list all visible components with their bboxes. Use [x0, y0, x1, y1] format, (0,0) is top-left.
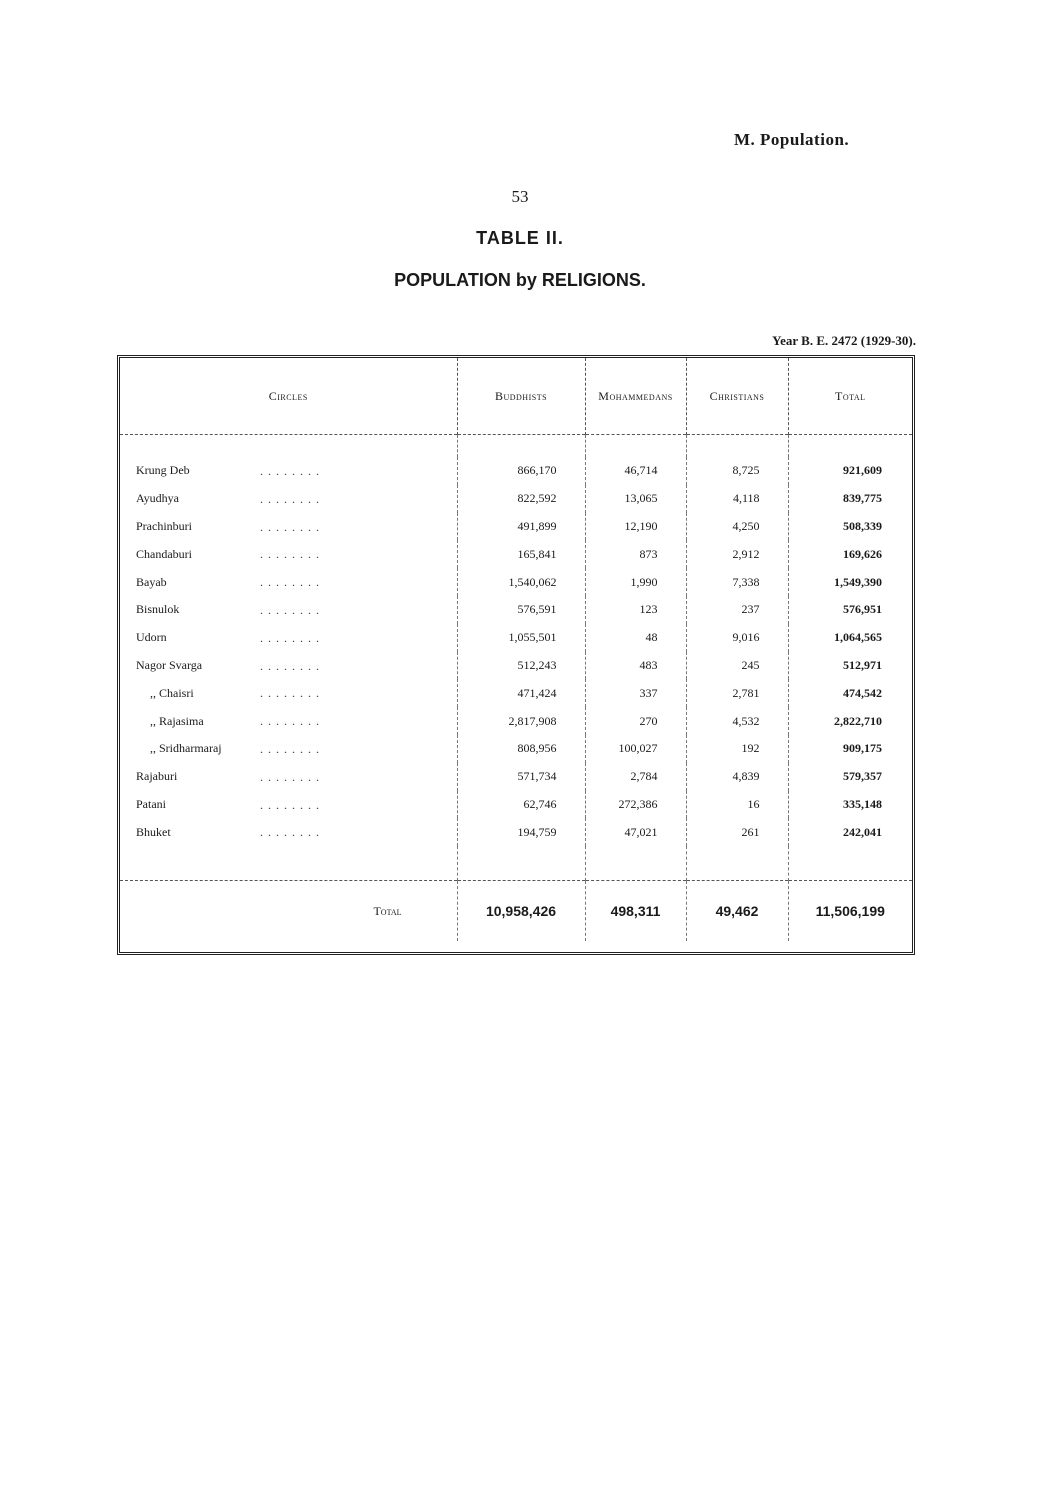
mohammedans-value: 123 [585, 596, 686, 624]
christians-value: 8,725 [686, 457, 788, 485]
buddhists-value: 1,055,501 [457, 624, 585, 652]
mohammedans-value: 46,714 [585, 457, 686, 485]
table-row [120, 540, 912, 568]
christians-value: 16 [686, 791, 788, 819]
total-value: 169,626 [843, 546, 882, 561]
christians-value: 7,338 [686, 568, 788, 596]
circle-name: Bhuket . . . . . . . . [120, 818, 457, 846]
table-row [120, 791, 912, 819]
mohammedans-value: 100,027 [585, 735, 686, 763]
total-value: 1,064,565 [834, 630, 882, 645]
table-row [120, 818, 912, 846]
table-row [120, 513, 912, 541]
table-row [120, 763, 912, 791]
totals-buddhists: 10,958,426 [457, 881, 585, 942]
total-value: 921,609 [843, 463, 882, 478]
page-number: 53 [511, 187, 529, 206]
circle-name: Udorn . . . . . . . . [120, 624, 457, 652]
total-value: 839,775 [843, 491, 882, 506]
buddhists-value: 2,817,908 [457, 707, 585, 735]
christians-value: 4,532 [686, 707, 788, 735]
mohammedans-value: 483 [585, 652, 686, 680]
total-value: 508,339 [843, 518, 882, 533]
buddhists-value: 165,841 [457, 540, 585, 568]
circle-name: Chandaburi . . . . . . . . [120, 540, 457, 568]
christians-value: 4,250 [686, 513, 788, 541]
christians-value: 4,118 [686, 485, 788, 513]
total-value: 1,549,390 [834, 574, 882, 589]
christians-value: 245 [686, 652, 788, 680]
totals-row [120, 881, 912, 942]
table-subtitle: POPULATION by RELIGIONS. [394, 270, 646, 290]
buddhists-value: 866,170 [457, 457, 585, 485]
total-value: 576,951 [843, 602, 882, 617]
christians-value: 4,839 [686, 763, 788, 791]
mohammedans-value: 873 [585, 540, 686, 568]
buddhists-value: 571,734 [457, 763, 585, 791]
col-header-circles: Circles [120, 358, 457, 435]
buddhists-value: 62,746 [457, 791, 585, 819]
circle-name: Patani . . . . . . . . [120, 791, 457, 819]
buddhists-value: 576,591 [457, 596, 585, 624]
population-table [117, 355, 915, 955]
col-header-total: Total [834, 388, 866, 403]
buddhists-value: 822,592 [457, 485, 585, 513]
buddhists-value: 491,899 [457, 513, 585, 541]
mohammedans-value: 1,990 [585, 568, 686, 596]
christians-value: 192 [686, 735, 788, 763]
mohammedans-value: 337 [585, 679, 686, 707]
total-value: 909,175 [843, 741, 882, 756]
christians-value: 237 [686, 596, 788, 624]
buddhists-value: 471,424 [457, 679, 585, 707]
total-value: 579,357 [843, 769, 882, 784]
circle-name: Krung Deb . . . . . . . . [120, 457, 457, 485]
col-header-buddhists: Buddhists [457, 358, 585, 435]
christians-value: 2,781 [686, 679, 788, 707]
table-row [120, 707, 912, 735]
col-header-christians: Christians [686, 358, 788, 435]
col-header-mohammedans: Mohammedans [585, 358, 686, 435]
totals-total: 11,506,199 [815, 903, 885, 920]
table-row [120, 596, 912, 624]
mohammedans-value: 48 [585, 624, 686, 652]
buddhists-value: 1,540,062 [457, 568, 585, 596]
mohammedans-value: 47,021 [585, 818, 686, 846]
total-value: 474,542 [843, 685, 882, 700]
circle-name: Nagor Svarga . . . . . . . . [120, 652, 457, 680]
table-row [120, 457, 912, 485]
mohammedans-value: 13,065 [585, 485, 686, 513]
mohammedans-value: 270 [585, 707, 686, 735]
section-header: M. Population. [734, 130, 850, 149]
circle-name: Ayudhya . . . . . . . . [120, 485, 457, 513]
christians-value: 261 [686, 818, 788, 846]
circle-name: ,, Chaisri . . . . . . . . [120, 679, 457, 707]
mohammedans-value: 2,784 [585, 763, 686, 791]
circle-name: Rajaburi . . . . . . . . [120, 763, 457, 791]
table-row [120, 568, 912, 596]
circle-name: Bisnulok . . . . . . . . [120, 596, 457, 624]
table-title: TABLE II. [476, 228, 564, 248]
table-row [120, 485, 912, 513]
totals-christians: 49,462 [686, 881, 788, 942]
totals-mohammedans: 498,311 [585, 881, 686, 942]
total-value: 2,822,710 [834, 713, 882, 728]
buddhists-value: 808,956 [457, 735, 585, 763]
total-value: 242,041 [843, 824, 882, 839]
total-value: 512,971 [843, 657, 882, 672]
circle-name: ,, Rajasima . . . . . . . . [120, 707, 457, 735]
buddhists-value: 194,759 [457, 818, 585, 846]
christians-value: 2,912 [686, 540, 788, 568]
table-row [120, 735, 912, 763]
mohammedans-value: 272,386 [585, 791, 686, 819]
table-row [120, 679, 912, 707]
circle-name: ,, Sridharmaraj . . . . . . . . [120, 735, 457, 763]
buddhists-value: 512,243 [457, 652, 585, 680]
circle-name: Prachinburi . . . . . . . . [120, 513, 457, 541]
table-row [120, 624, 912, 652]
circle-name: Bayab . . . . . . . . [120, 568, 457, 596]
total-value: 335,148 [843, 796, 882, 811]
table-row [120, 652, 912, 680]
christians-value: 9,016 [686, 624, 788, 652]
mohammedans-value: 12,190 [585, 513, 686, 541]
totals-label: Total [120, 881, 457, 942]
year-label: Year B. E. 2472 (1929-30). [772, 333, 916, 348]
